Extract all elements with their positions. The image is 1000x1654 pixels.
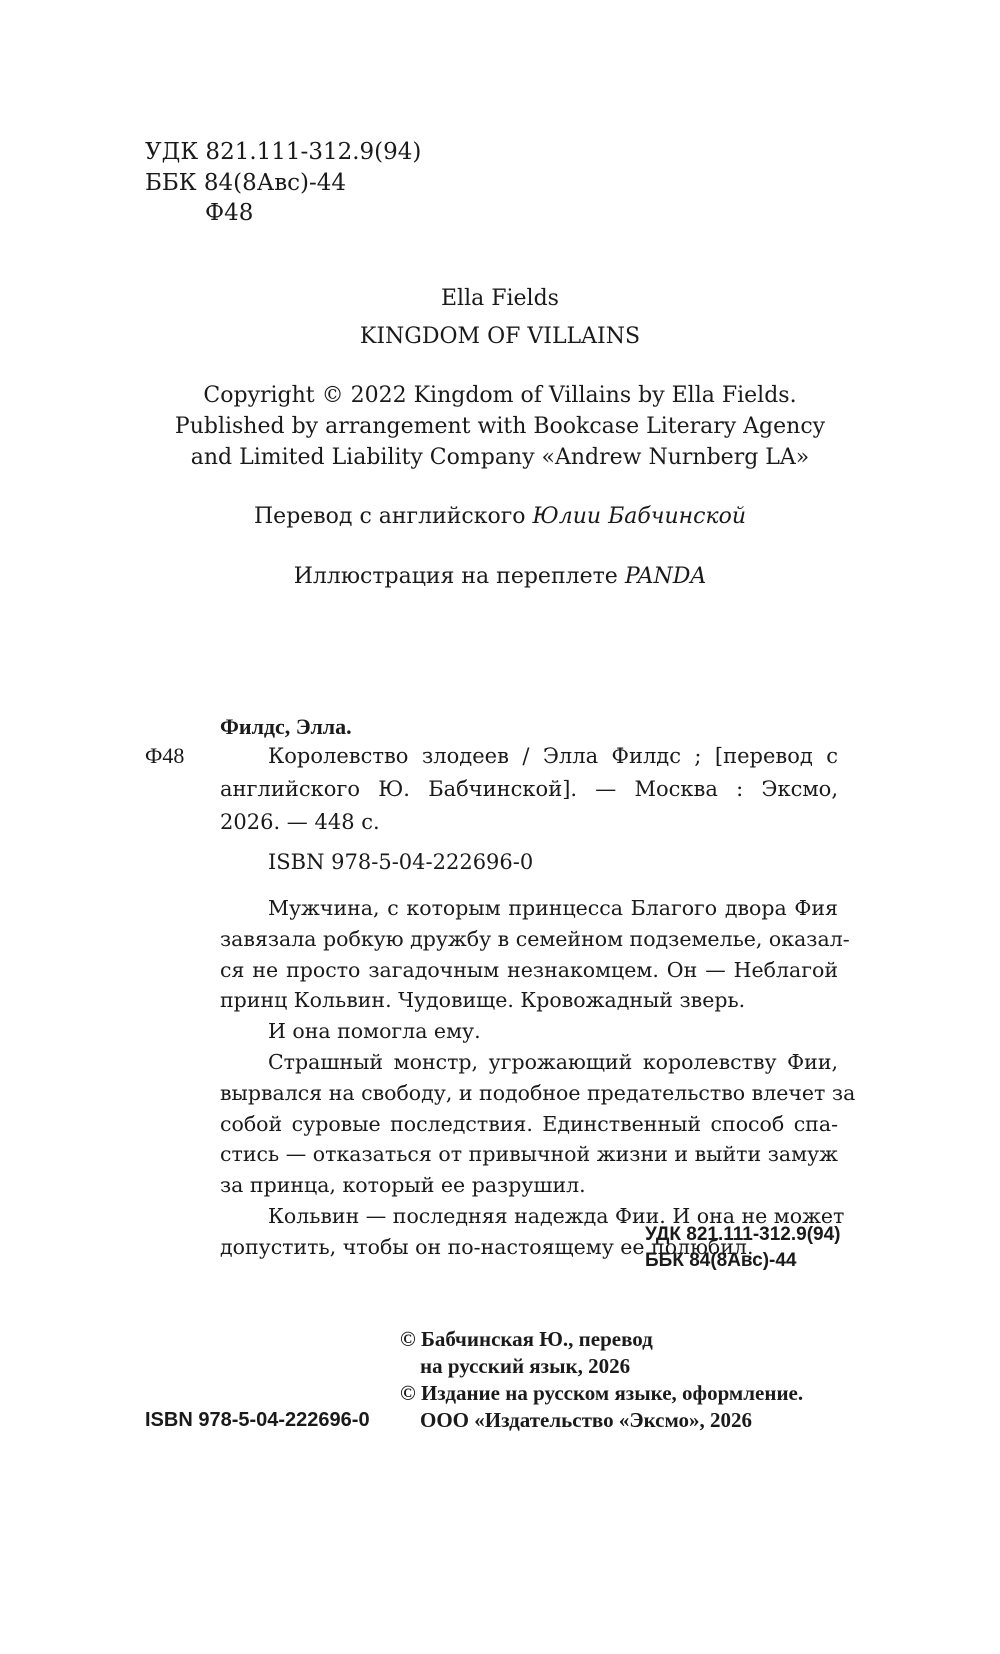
translator-name: Юлии Бабчинской xyxy=(532,504,747,529)
bbk-code: ББК 84(8Авс)-44 xyxy=(145,170,347,196)
original-title: KINGDOM OF VILLAINS xyxy=(359,324,641,349)
annotation-paragraph: Кольвин — последняя надежда Фии. И она не может допустить, чтобы он по-настоящему ее полюбил. xyxy=(220,1203,845,1259)
illustrator-name: PANDA xyxy=(624,564,707,589)
annotation-paragraph: Мужчина, с которым принцесса Благого двора Фия завязала робкую дружбу в семейном подземелье, оказал- ся не просто загадочным незнакомцем. Он — Неблагой принц Кольвин. Чудовище. Кровожадный зверь. xyxy=(220,896,850,1013)
annotation-paragraph: И она помогла ему. xyxy=(268,1019,481,1044)
catalog-heading: Филдс, Элла. xyxy=(220,714,352,739)
bottom-isbn: ISBN 978-5-04-222696-0 xyxy=(145,1409,370,1431)
illustration-credit xyxy=(0,564,1000,589)
copyright-line-2: Published by arrangement with Bookcase Literary Agency xyxy=(174,414,826,439)
rights-translation-line-1: © Бабчинская Ю., перевод xyxy=(400,1327,653,1351)
original-author: Ella Fields xyxy=(441,286,559,311)
illustration-prefix: Иллюстрация на переплете xyxy=(293,564,618,589)
annotation xyxy=(220,893,856,1263)
copyright-line-1: Copyright © 2022 Kingdom of Villains by Ella Fields. xyxy=(203,383,797,408)
translation-credit xyxy=(0,504,1000,529)
bottom-udk: УДК 821.111-312.9(94) xyxy=(645,1224,841,1245)
copyright-line-3: and Limited Liability Company «Andrew Nurnberg LA» xyxy=(190,445,810,470)
catalog-entry-line: 2026. — 448 с. xyxy=(220,810,380,834)
annotation-paragraph: Страшный монстр, угрожающий королевству Фии, вырвался на свободу, и подобное предательство влечет за собой суровые последствия. Единственный способ спа- стись — отказаться от привычной жизни и выйти замуж за принца, который ее разрушил. xyxy=(220,1049,856,1198)
udk-code: УДК 821.111-312.9(94) xyxy=(145,139,422,165)
catalog-entry-line: английского Ю. Бабчинской]. — Москва : Эксмо, xyxy=(220,777,838,801)
translation-prefix: Перевод с английского xyxy=(253,504,526,529)
rights-translation-line-2: на русский язык, 2026 xyxy=(420,1354,631,1378)
bottom-bbk: ББК 84(8Авс)-44 xyxy=(645,1250,797,1271)
rights-edition-line-2: ООО «Издательство «Эксмо», 2026 xyxy=(420,1408,753,1432)
catalog-entry xyxy=(220,740,838,839)
catalog-author-mark: Ф48 xyxy=(145,743,185,768)
catalog-isbn: ISBN 978-5-04-222696-0 xyxy=(268,850,534,874)
author-mark: Ф48 xyxy=(205,200,254,226)
catalog-entry-line: Королевство злодеев / Элла Филдс ; [перевод с xyxy=(268,744,838,768)
rights-edition-line-1: © Издание на русском языке, оформление. xyxy=(400,1381,804,1405)
